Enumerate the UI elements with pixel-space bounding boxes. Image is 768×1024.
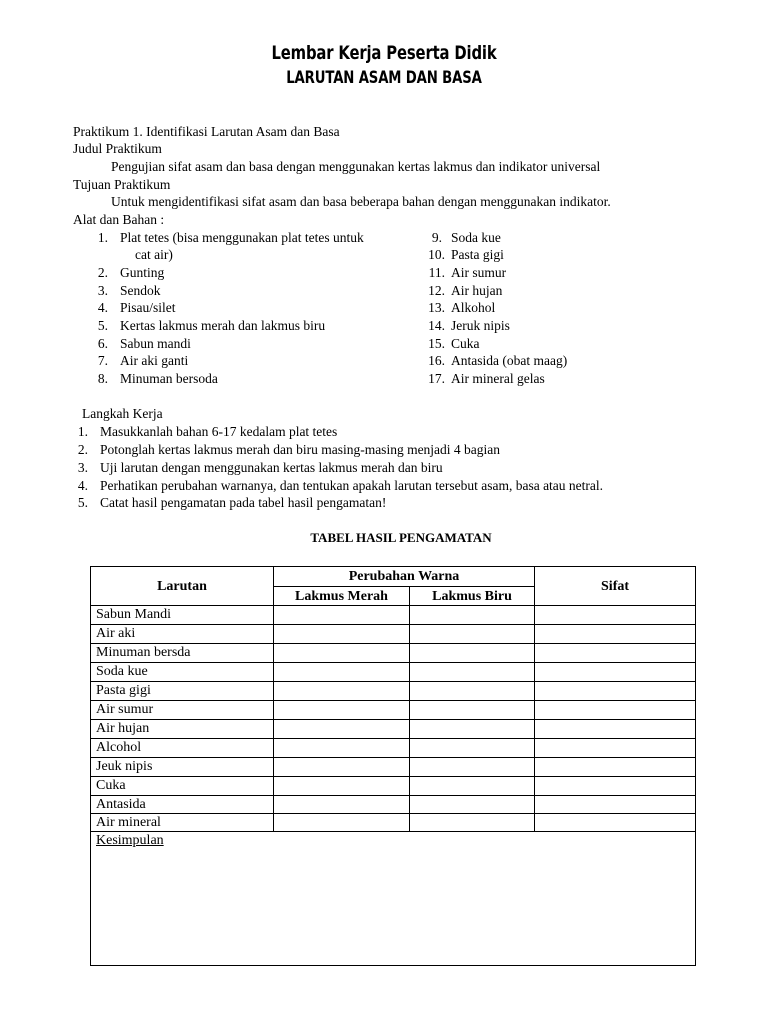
cell-sifat[interactable] [535, 644, 696, 663]
row-larutan: Air hujan [91, 720, 274, 739]
step-item: Uji larutan dengan menggunakan kertas lakmus merah dan biru [100, 460, 443, 475]
list-item-number: 12. [428, 283, 445, 298]
cell-lakmus-biru[interactable] [410, 701, 535, 720]
header-larutan: Larutan [91, 567, 274, 606]
list-item: Air aki ganti [120, 353, 189, 368]
cell-lakmus-merah[interactable] [274, 663, 410, 682]
step-item: Potonglah kertas lakmus merah dan biru masing-masing menjadi 4 bagian [100, 442, 501, 457]
list-item: Antasida (obat maag) [451, 353, 568, 368]
table-title: TABEL HASIL PENGAMATAN [310, 530, 492, 545]
step-number: 5. [77, 495, 88, 510]
cell-lakmus-merah[interactable] [274, 720, 410, 739]
cell-lakmus-biru[interactable] [410, 814, 535, 832]
row-larutan: Antasida [91, 796, 274, 814]
list-item: cat air) [135, 247, 173, 262]
alat-label: Alat dan Bahan : [73, 212, 165, 227]
header-lakmus-merah: Lakmus Merah [274, 587, 410, 606]
step-item: Masukkanlah bahan 6-17 kedalam plat tetes [100, 424, 338, 439]
list-item-number: 15. [428, 336, 445, 351]
table-row [91, 701, 696, 720]
list-item: Air sumur [451, 265, 507, 280]
table-row [91, 663, 696, 682]
cell-lakmus-biru[interactable] [410, 796, 535, 814]
cell-sifat[interactable] [535, 777, 696, 796]
cell-lakmus-merah[interactable] [274, 682, 410, 701]
list-item-number: 4. [97, 300, 108, 315]
cell-sifat[interactable] [535, 701, 696, 720]
list-item-number: 2. [97, 265, 108, 280]
table-row [91, 644, 696, 663]
cell-sifat[interactable] [535, 606, 696, 625]
list-item-number: 7. [97, 353, 108, 368]
table-row [91, 625, 696, 644]
list-item-number: 17. [428, 371, 445, 386]
row-larutan: Alcohol [91, 739, 274, 758]
cell-lakmus-merah[interactable] [274, 777, 410, 796]
cell-lakmus-merah[interactable] [274, 625, 410, 644]
cell-lakmus-merah[interactable] [274, 701, 410, 720]
row-larutan: Air aki [91, 625, 274, 644]
cell-lakmus-biru[interactable] [410, 625, 535, 644]
list-item-number: 10. [428, 247, 445, 262]
step-item: Catat hasil pengamatan pada tabel hasil pengamatan! [100, 495, 387, 510]
row-larutan: Jeuk nipis [91, 758, 274, 777]
cell-lakmus-merah[interactable] [274, 796, 410, 814]
cell-lakmus-biru[interactable] [410, 739, 535, 758]
list-item: Sabun mandi [120, 336, 191, 351]
cell-sifat[interactable] [535, 758, 696, 777]
kesimpulan-label: Kesimpulan [96, 833, 164, 848]
cell-sifat[interactable] [535, 814, 696, 832]
table-row [91, 777, 696, 796]
list-item: Pisau/silet [120, 300, 176, 315]
list-item: Kertas lakmus merah dan lakmus biru [120, 318, 326, 333]
list-item: Minuman bersoda [120, 371, 218, 386]
list-item-number: 5. [97, 318, 108, 333]
table-row [91, 758, 696, 777]
page-subtitle: LARUTAN ASAM DAN BASA [286, 68, 482, 88]
cell-sifat[interactable] [535, 682, 696, 701]
step-number: 3. [77, 460, 88, 475]
step-number: 2. [77, 442, 88, 457]
row-larutan: Soda kue [91, 663, 274, 682]
praktikum-heading: Praktikum 1. Identifikasi Larutan Asam dan Basa [73, 124, 340, 139]
judul-text: Pengujian sifat asam dan basa dengan menggunakan kertas lakmus dan indikator universal [111, 159, 601, 174]
row-larutan: Air sumur [91, 701, 274, 720]
list-item-number: 6. [97, 336, 108, 351]
list-item-number: 8. [97, 371, 108, 386]
list-item: Gunting [120, 265, 165, 280]
row-larutan: Pasta gigi [91, 682, 274, 701]
cell-sifat[interactable] [535, 625, 696, 644]
cell-sifat[interactable] [535, 739, 696, 758]
list-item: Air hujan [451, 283, 503, 298]
langkah-label: Langkah Kerja [82, 406, 163, 421]
cell-lakmus-biru[interactable] [410, 682, 535, 701]
cell-sifat[interactable] [535, 663, 696, 682]
cell-lakmus-merah[interactable] [274, 606, 410, 625]
list-item-number: 1. [97, 230, 108, 245]
row-larutan: Sabun Mandi [91, 606, 274, 625]
cell-lakmus-biru[interactable] [410, 777, 535, 796]
list-item: Alkohol [451, 300, 496, 315]
cell-lakmus-biru[interactable] [410, 720, 535, 739]
header-lakmus-biru: Lakmus Biru [410, 587, 535, 606]
table-row [91, 682, 696, 701]
list-item-number: 11. [428, 265, 445, 280]
list-item: Pasta gigi [451, 247, 504, 262]
table-row [91, 606, 696, 625]
cell-lakmus-merah[interactable] [274, 814, 410, 832]
list-item: Jeruk nipis [451, 318, 510, 333]
list-item: Sendok [120, 283, 161, 298]
list-item-number: 14. [428, 318, 445, 333]
tujuan-label: Tujuan Praktikum [73, 177, 171, 192]
list-item-number: 16. [428, 353, 445, 368]
list-item-number: 3. [97, 283, 108, 298]
row-larutan: Cuka [91, 777, 274, 796]
tujuan-text: Untuk mengidentifikasi sifat asam dan basa beberapa bahan dengan menggunakan indikator. [111, 194, 611, 209]
observation-table [90, 566, 696, 966]
cell-lakmus-biru[interactable] [410, 758, 535, 777]
cell-lakmus-merah[interactable] [274, 739, 410, 758]
list-item-number: 9. [431, 230, 442, 245]
list-item: Soda kue [451, 230, 501, 245]
header-perubahan-warna: Perubahan Warna [274, 567, 535, 587]
table-row [91, 739, 696, 758]
header-sifat: Sifat [535, 567, 696, 606]
list-item-number: 13. [428, 300, 445, 315]
table-row [91, 814, 696, 832]
cell-sifat[interactable] [535, 720, 696, 739]
page-title: Lembar Kerja Peserta Didik [271, 42, 497, 64]
cell-lakmus-biru[interactable] [410, 644, 535, 663]
cell-lakmus-merah[interactable] [274, 644, 410, 663]
step-number: 4. [77, 478, 88, 493]
kesimpulan-box[interactable] [91, 832, 696, 966]
cell-lakmus-biru[interactable] [410, 606, 535, 625]
list-item: Air mineral gelas [451, 371, 545, 386]
cell-sifat[interactable] [535, 796, 696, 814]
list-item: Cuka [451, 336, 480, 351]
list-item: Plat tetes (bisa menggunakan plat tetes untuk [120, 230, 364, 245]
table-row [91, 720, 696, 739]
judul-label: Judul Praktikum [73, 141, 162, 156]
row-larutan: Minuman bersda [91, 644, 274, 663]
step-number: 1. [77, 424, 88, 439]
cell-lakmus-merah[interactable] [274, 758, 410, 777]
table-row [91, 796, 696, 814]
step-item: Perhatikan perubahan warnanya, dan tentukan apakah larutan tersebut asam, basa atau netral. [100, 478, 604, 493]
row-larutan: Air mineral [91, 814, 274, 832]
cell-lakmus-biru[interactable] [410, 663, 535, 682]
